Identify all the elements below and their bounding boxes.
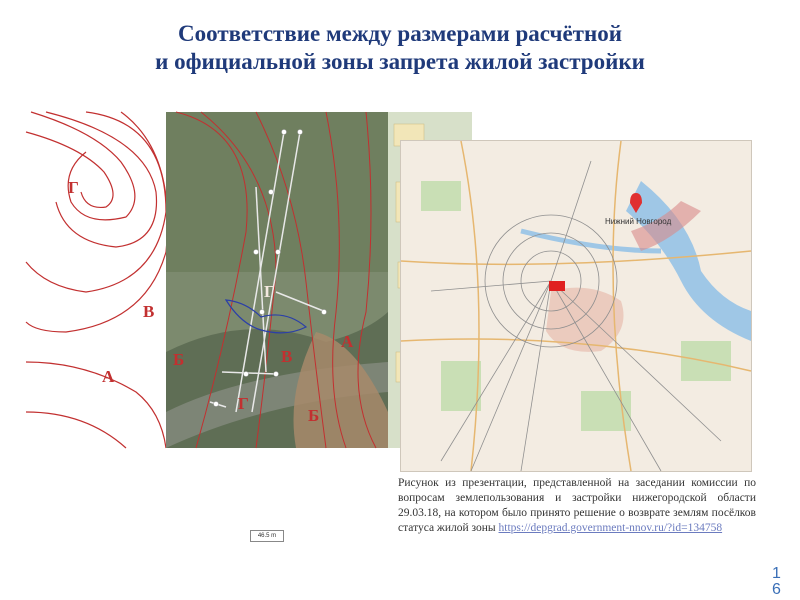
caption-text: Рисунок из презентации, представленной на заседании комиссии по вопросам землепользования и застройки нижегородской области 29.03.18, на котором было принято решение о возврате землям посёлков статуса жилой зоны — [398, 477, 756, 534]
zone-label-b-2: Б — [308, 406, 320, 425]
zone-label-g-3: Г — [238, 394, 249, 413]
map-scale: 46.5 m — [250, 530, 284, 542]
zone-label-a-1: А — [102, 367, 115, 386]
zone-label-a-2: А — [341, 332, 354, 351]
slide-title-line-1: Соответствие между размерами расчётной — [178, 21, 622, 46]
caption-link[interactable]: https://depgrad.government-nnov.ru/?id=134758 — [498, 522, 723, 534]
city-map — [400, 140, 752, 472]
zone-label-v-2: В — [281, 347, 293, 366]
slide-title — [0, 20, 800, 76]
slide-title-line-2: и официальной зоны запрета жилой застройки — [155, 49, 645, 74]
zone-label-g-1: Г — [68, 178, 79, 197]
figure-caption — [398, 476, 756, 536]
zone-label-b-1: Б — [173, 350, 185, 369]
zone-label-g-2: Г — [264, 282, 275, 301]
page-number: 16 — [772, 565, 781, 598]
zone-label-v-1: В — [143, 302, 155, 321]
city-map-drawing — [401, 141, 751, 471]
city-label: Нижний Новгород — [605, 217, 672, 226]
